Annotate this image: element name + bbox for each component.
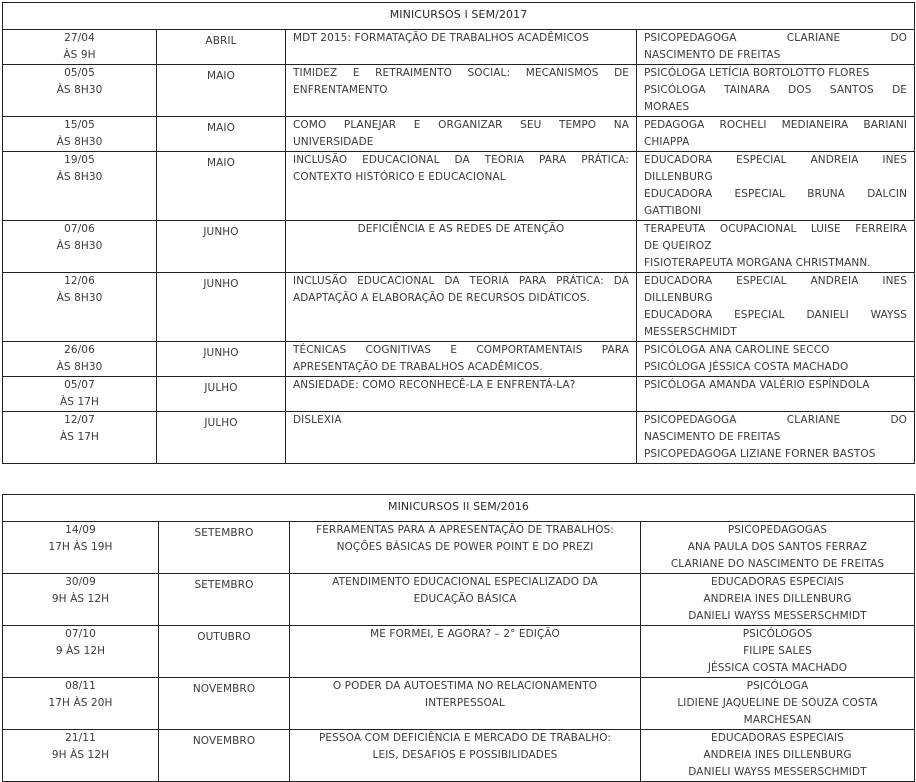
topic-line: O PODER DA AUTOESTIMA NO RELACIONAMENTO [332, 680, 598, 692]
topic-line: FERRAMENTAS PARA A APRESENTAÇÃO DE TRABALHOS: [316, 524, 614, 536]
speaker-line: EDUCADORAS ESPECIAIS [711, 576, 844, 588]
topic-line: DEFICIÊNCIA E AS REDES DE ATENÇÃO [357, 223, 565, 235]
table-row [3, 730, 915, 782]
topic-line: INCLUSÃO EDUCACIONAL DA TEORIA PARA PRÁTICA: DA [293, 275, 629, 287]
session-month: MAIO [206, 70, 235, 82]
speaker-line: EDUCADORA ESPECIAL ANDREIA INES [644, 275, 908, 287]
speaker-line: DILLENBURG [644, 292, 713, 304]
topic-line: LEIS, DESAFIOS E POSSIBILIDADES [372, 749, 558, 761]
session-time: 17H ÀS 19H [48, 541, 113, 553]
topic-line: UNIVERSIDADE [293, 136, 374, 148]
session-date: 05/07 [64, 379, 95, 391]
month-cell [157, 377, 286, 412]
topic-cell [286, 377, 637, 412]
table-row [3, 342, 915, 377]
table-row [3, 377, 915, 412]
session-month: JULHO [204, 382, 238, 394]
date-time-cell [3, 377, 157, 412]
topic-line: ATENDIMENTO EDUCACIONAL ESPECIALIZADO DA [332, 576, 598, 588]
session-time: 9 ÀS 12H [55, 645, 106, 657]
session-month: SETEMBRO [194, 579, 254, 591]
speaker-line: PSICOPEDAGOGA CLARIANE DO [644, 32, 908, 44]
session-date: 19/05 [64, 154, 95, 166]
table-title: MINICURSOS I SEM/2017 [3, 3, 915, 30]
topic-line: NOÇÕES BÁSICAS DE POWER POINT E DO PREZI [336, 541, 594, 553]
speaker-line: PSICOPEDAGOGAS [727, 524, 828, 536]
speakers-cell [637, 30, 915, 65]
speaker-line: JÉSSICA COSTA MACHADO [707, 662, 848, 674]
speaker-line: LIDIENE JAQUELINE DE SOUZA COSTA [677, 697, 878, 709]
session-date: 08/11 [65, 680, 96, 692]
speaker-line: PSICÓLOGA AMANDA VALÉRIO ESPÍNDOLA [644, 379, 870, 391]
session-month: MAIO [206, 122, 235, 134]
date-time-cell [3, 30, 157, 65]
speaker-line: GATTIBONI [644, 205, 702, 217]
month-cell [157, 30, 286, 65]
session-time: ÀS 8H30 [56, 84, 103, 96]
table-body [3, 30, 915, 464]
table-row [3, 221, 915, 273]
date-time-cell [3, 65, 157, 117]
speakers-cell [637, 221, 915, 273]
date-time-cell [3, 626, 159, 678]
speaker-line: MARCHESAN [743, 714, 812, 726]
month-cell [157, 65, 286, 117]
topic-line: EDUCAÇÃO BÁSICA [413, 593, 517, 605]
speaker-line: EDUCADORA ESPECIAL ANDREIA INES [644, 154, 908, 166]
month-cell [159, 522, 290, 574]
speaker-line: MORAES [644, 101, 690, 113]
speaker-line: PSICÓLOGA [746, 680, 809, 692]
session-date: 15/05 [64, 119, 95, 131]
topic-line: ANSIEDADE: COMO RECONHECÊ-LA E ENFRENTÁ-LA? [293, 379, 576, 391]
month-cell [157, 117, 286, 152]
session-time: 9H ÀS 12H [51, 749, 110, 761]
session-time: ÀS 8H30 [56, 292, 103, 304]
speakers-cell [641, 574, 915, 626]
session-date: 12/07 [64, 414, 95, 426]
topic-line: INCLUSÃO EDUCACIONAL DA TEORIA PARA PRÁTICA: [293, 154, 629, 166]
date-time-cell [3, 273, 157, 342]
table-row [3, 626, 915, 678]
speakers-cell [641, 522, 915, 574]
date-time-cell [3, 730, 159, 782]
session-date: 12/06 [64, 275, 95, 287]
topic-cell [286, 221, 637, 273]
session-time: ÀS 8H30 [56, 361, 103, 373]
session-time: ÀS 9H [63, 49, 96, 61]
speaker-line: FISIOTERAPEUTA MORGANA CHRISTMANN. [644, 257, 871, 269]
speaker-line: PSICÓLOGA TAINARA DOS SANTOS DE [644, 84, 908, 96]
session-time: 9H ÀS 12H [51, 593, 110, 605]
table-row [3, 574, 915, 626]
minicursos-2016-table [2, 494, 915, 782]
table-row [3, 117, 915, 152]
speakers-cell [641, 626, 915, 678]
speaker-line: PSICOPEDAGOGA CLARIANE DO [644, 414, 908, 426]
speakers-cell [637, 342, 915, 377]
month-cell [157, 221, 286, 273]
speaker-line: EDUCADORA ESPECIAL DANIELI WAYSS [644, 309, 908, 321]
table-body [3, 522, 915, 782]
speakers-cell [637, 65, 915, 117]
speakers-cell [637, 273, 915, 342]
session-month: JUNHO [203, 226, 239, 238]
speaker-line: ANA PAULA DOS SANTOS FERRAZ [687, 541, 868, 553]
topic-cell [290, 626, 641, 678]
month-cell [159, 626, 290, 678]
session-month: SETEMBRO [194, 527, 254, 539]
topic-cell [286, 65, 637, 117]
topic-cell [286, 273, 637, 342]
speaker-line: FILIPE SALES [743, 645, 812, 657]
table-row [3, 65, 915, 117]
table-row [3, 522, 915, 574]
session-time: ÀS 8H30 [56, 240, 103, 252]
speaker-line: PSICÓLOGA LETÍCIA BORTOLOTTO FLORES [644, 67, 870, 79]
session-month: ABRIL [205, 35, 237, 47]
speaker-line: PSICOPEDAGOGA LIZIANE FORNER BASTOS [644, 448, 876, 460]
topic-cell [290, 678, 641, 730]
topic-cell [290, 574, 641, 626]
speaker-line: PSICÓLOGA JÉSSICA COSTA MACHADO [644, 361, 849, 373]
topic-cell [286, 30, 637, 65]
topic-line: APRESENTAÇÃO DE TRABALHOS ACADÊMICOS. [293, 361, 543, 373]
table-row [3, 30, 915, 65]
date-time-cell [3, 152, 157, 221]
session-time: ÀS 8H30 [56, 136, 103, 148]
topic-line: ME FORMEI, E AGORA? – 2° EDIÇÃO [370, 628, 560, 640]
date-time-cell [3, 522, 159, 574]
session-date: 27/04 [64, 32, 95, 44]
minicursos-2017-table [2, 2, 915, 464]
session-month: MAIO [206, 157, 235, 169]
speaker-line: PSICÓLOGOS [742, 628, 813, 640]
speaker-line: NASCIMENTO DE FREITAS [644, 49, 781, 61]
topic-cell [286, 412, 637, 464]
speaker-line: DE QUEIROZ [644, 240, 712, 252]
speaker-line: MESSERSCHMIDT [644, 326, 737, 338]
speakers-cell [641, 678, 915, 730]
topic-cell [290, 730, 641, 782]
table-row [3, 273, 915, 342]
speaker-line: PSICÓLOGA ANA CAROLINE SECCO [644, 344, 830, 356]
month-cell [157, 342, 286, 377]
topic-cell [286, 117, 637, 152]
session-date: 14/09 [65, 524, 96, 536]
month-cell [159, 678, 290, 730]
speaker-line: TERAPEUTA OCUPACIONAL LUISE FERREIRA [644, 223, 908, 235]
speakers-cell [637, 117, 915, 152]
speaker-line: ANDREIA INES DILLENBURG [703, 593, 852, 605]
date-time-cell [3, 574, 159, 626]
topic-line: COMO PLANEJAR E ORGANIZAR SEU TEMPO NA [293, 119, 629, 131]
speaker-line: DILLENBURG [644, 171, 713, 183]
session-time: 17H ÀS 20H [48, 697, 113, 709]
speakers-cell [637, 377, 915, 412]
topic-line: CONTEXTO HISTÓRICO E EDUCACIONAL [293, 171, 506, 183]
speaker-line: CHIAPPA [644, 136, 690, 148]
topic-cell [290, 522, 641, 574]
session-month: JUNHO [203, 347, 239, 359]
month-cell [159, 574, 290, 626]
topic-line: ADAPTAÇÃO A ELABORAÇÃO DE RECURSOS DIDÁTICOS. [293, 292, 590, 304]
speaker-line: DANIELI WAYSS MESSERSCHMIDT [688, 766, 867, 778]
session-month: JUNHO [203, 278, 239, 290]
topic-cell [286, 342, 637, 377]
speaker-line: NASCIMENTO DE FREITAS [644, 431, 781, 443]
topic-line: TÉCNICAS COGNITIVAS E COMPORTAMENTAIS PARA [293, 344, 629, 356]
speakers-cell [637, 412, 915, 464]
month-cell [159, 730, 290, 782]
session-date: 05/05 [64, 67, 95, 79]
table-title: MINICURSOS II SEM/2016 [3, 495, 915, 522]
date-time-cell [3, 221, 157, 273]
speaker-line: ANDREIA INES DILLENBURG [703, 749, 852, 761]
date-time-cell [3, 117, 157, 152]
date-time-cell [3, 678, 159, 730]
speakers-cell [637, 152, 915, 221]
session-date: 21/11 [65, 732, 96, 744]
session-month: NOVEMBRO [192, 683, 256, 695]
date-time-cell [3, 342, 157, 377]
topic-line: TIMIDEZ E RETRAIMENTO SOCIAL: MECANISMOS DE [293, 67, 629, 79]
month-cell [157, 273, 286, 342]
topic-cell [286, 152, 637, 221]
session-time: ÀS 17H [59, 431, 100, 443]
session-month: NOVEMBRO [192, 735, 256, 747]
session-date: 30/09 [65, 576, 96, 588]
topic-line: MDT 2015: FORMATAÇÃO DE TRABALHOS ACADÊMICOS [293, 32, 590, 44]
session-date: 07/06 [64, 223, 95, 235]
session-time: ÀS 8H30 [56, 171, 103, 183]
topic-line: ENFRENTAMENTO [293, 84, 388, 96]
session-month: JULHO [204, 417, 238, 429]
month-cell [157, 152, 286, 221]
speaker-line: PEDAGOGA ROCHELI MEDIANEIRA BARIANI [644, 119, 908, 131]
date-time-cell [3, 412, 157, 464]
table-row [3, 678, 915, 730]
table-row [3, 412, 915, 464]
session-time: ÀS 17H [59, 396, 100, 408]
session-date: 26/06 [64, 344, 95, 356]
session-date: 07/10 [65, 628, 96, 640]
month-cell [157, 412, 286, 464]
topic-line: PESSOA COM DEFICIÊNCIA E MERCADO DE TRABALHO: [318, 732, 612, 744]
speakers-cell [641, 730, 915, 782]
speaker-line: DANIELI WAYSS MESSERSCHMIDT [688, 610, 867, 622]
table-row [3, 152, 915, 221]
speaker-line: EDUCADORA ESPECIAL BRUNA DALCIN [644, 188, 908, 200]
speaker-line: EDUCADORAS ESPECIAIS [711, 732, 844, 744]
session-month: OUTUBRO [197, 631, 251, 643]
topic-line: INTERPESSOAL [425, 697, 505, 709]
speaker-line: CLARIANE DO NASCIMENTO DE FREITAS [670, 558, 885, 570]
topic-line: DISLEXIA [293, 414, 342, 426]
